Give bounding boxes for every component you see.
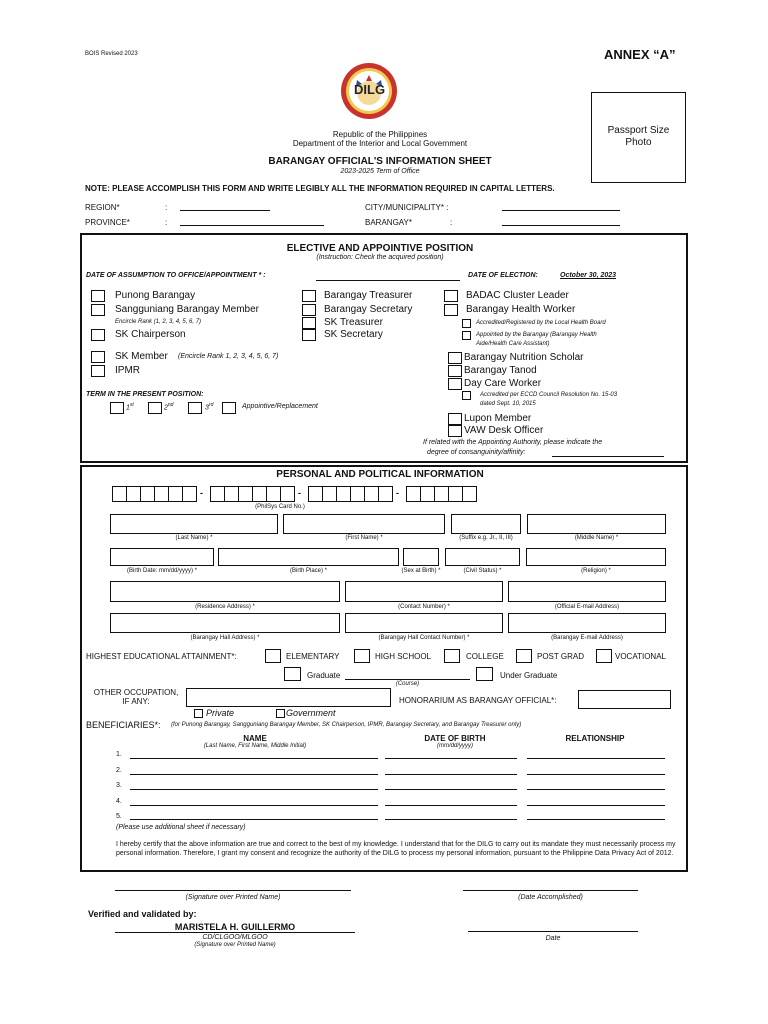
daycare-checkbox[interactable]: [448, 378, 462, 390]
graduate-label: Graduate: [307, 671, 341, 680]
religion-label: (Religion) *: [581, 568, 611, 574]
treasurer-label: Barangay Treasurer: [324, 290, 413, 301]
hall-address-label: (Barangay Hall Address) *: [190, 635, 260, 641]
middle-name-label: (Middle Name) *: [574, 535, 619, 541]
beneficiary-5-rel[interactable]: [527, 819, 665, 820]
col-name-sub: (Last Name, First Name, Middle Initial): [203, 743, 307, 749]
tanod-label: Barangay Tanod: [464, 365, 537, 376]
other-occupation-label-1: OTHER OCCUPATION,: [93, 688, 179, 697]
beneficiary-2-rel[interactable]: [527, 774, 665, 775]
private-checkbox[interactable]: [194, 709, 203, 718]
col-dob-sub: (mm/dd/yyyy): [437, 743, 473, 749]
term-2nd-label: 2nd: [164, 402, 174, 412]
republic-label: Republic of the Philippines: [332, 130, 428, 139]
accredited-health-checkbox[interactable]: [462, 319, 471, 328]
brgy-email-label: (Barangay E-mail Address): [551, 635, 623, 641]
health-worker-label: Barangay Health Worker: [466, 304, 576, 315]
beneficiary-1-dob[interactable]: [385, 758, 517, 759]
beneficiary-row-number: 5.: [116, 813, 122, 820]
undergraduate-label: Under Graduate: [500, 671, 558, 680]
beneficiary-4-rel[interactable]: [527, 805, 665, 806]
philsys-label: (PhilSys Card No.): [255, 504, 305, 510]
birth-place-label: (Birth Place) *: [289, 568, 327, 574]
term-3rd-checkbox[interactable]: [188, 402, 202, 414]
ipmr-checkbox[interactable]: [91, 365, 105, 377]
appointed-health-label-2: Aide/Health Care Assistant): [476, 341, 550, 347]
other-occupation-field[interactable]: [186, 688, 391, 707]
barangay-field[interactable]: [502, 225, 620, 226]
nutrition-label: Barangay Nutrition Scholar: [464, 352, 584, 363]
philsys-dash-3: -: [396, 488, 399, 498]
appointive-label: Appointive/Replacement: [242, 403, 318, 410]
beneficiaries-note: (for Punong Barangay, Sangguniang Barangay Member, SK Chairperson, IPMR, Barangay Secretary, and Barangay Treasurer only): [171, 722, 522, 728]
philsys-dash-1: -: [200, 488, 203, 498]
civil-status-field[interactable]: [445, 548, 520, 566]
region-label: REGION*: [85, 203, 120, 212]
edu-college-checkbox[interactable]: [444, 649, 460, 663]
sex-label: (Sex at Birth) *: [401, 568, 441, 574]
sk-member-checkbox[interactable]: [91, 351, 105, 363]
col-name-header: NAME: [243, 734, 267, 743]
photo-label-2: Photo: [625, 137, 652, 148]
punong-barangay-checkbox[interactable]: [91, 290, 105, 302]
government-checkbox[interactable]: [276, 709, 285, 718]
eccd-label-2: dated Sept. 10, 2015: [480, 401, 536, 407]
graduate-checkbox[interactable]: [284, 667, 301, 681]
lupon-checkbox[interactable]: [448, 413, 462, 425]
education-label: HIGHEST EDUCATIONAL ATTAINMENT*:: [86, 652, 237, 661]
col-rel-header: RELATIONSHIP: [565, 734, 625, 743]
beneficiary-row-number: 1.: [116, 751, 122, 758]
beneficiary-5-dob[interactable]: [385, 819, 517, 820]
beneficiary-1-rel[interactable]: [527, 758, 665, 759]
consanguinity-field[interactable]: [552, 456, 664, 457]
honorarium-label: HONORARIUM AS BARANGAY OFFICIAL*:: [399, 696, 557, 705]
position-title: ELECTIVE AND APPOINTIVE POSITION: [286, 243, 474, 254]
barangay-label: BARANGAY*: [365, 218, 412, 227]
accredited-health-label: Accredited/Registered by the Local Health Board: [476, 320, 606, 326]
hall-contact-field[interactable]: [345, 613, 503, 633]
officer-name: MARISTELA H. GUILLERMO: [174, 922, 296, 932]
vaw-checkbox[interactable]: [448, 425, 462, 437]
edu-elementary-label: ELEMENTARY: [286, 652, 340, 661]
sangguniang-label: Sangguniang Barangay Member: [115, 304, 259, 315]
vaw-label: VAW Desk Officer: [464, 425, 544, 436]
beneficiary-2-name[interactable]: [130, 774, 378, 775]
badac-checkbox[interactable]: [444, 290, 458, 302]
beneficiary-4-name[interactable]: [130, 805, 378, 806]
photo-label-1: Passport Size: [607, 125, 670, 136]
date-election-value: October 30, 2023: [560, 272, 617, 279]
department-label: Department of the Interior and Local Government: [292, 139, 468, 148]
term-2nd-checkbox[interactable]: [148, 402, 162, 414]
logo-text: DILG: [354, 82, 386, 97]
verified-label: Verified and validated by:: [88, 909, 197, 919]
sk-treasurer-checkbox[interactable]: [302, 317, 316, 329]
edu-college-label: COLLEGE: [466, 652, 504, 661]
course-label: (Course): [395, 681, 420, 687]
ipmr-label: IPMR: [115, 365, 140, 376]
eccd-checkbox[interactable]: [462, 391, 471, 400]
residence-label: (Residence Address) *: [195, 604, 255, 610]
term-1st-label: 1st: [126, 402, 134, 412]
edu-vocational-checkbox[interactable]: [596, 649, 612, 663]
sk-chairperson-checkbox[interactable]: [91, 329, 105, 341]
edu-postgrad-checkbox[interactable]: [516, 649, 532, 663]
form-title: BARANGAY OFFICIAL'S INFORMATION SHEET: [268, 156, 492, 167]
signature-label: (Signature over Printed Name): [185, 894, 281, 901]
badac-label: BADAC Cluster Leader: [466, 290, 569, 301]
encircle-rank-2: (Encircle Rank 1, 2, 3, 4, 5, 6, 7): [178, 353, 279, 360]
annex-label: ANNEX “A”: [604, 47, 676, 62]
private-label: Private: [206, 708, 235, 718]
nutrition-checkbox[interactable]: [448, 352, 462, 364]
signature-line[interactable]: [115, 890, 351, 891]
first-name-field[interactable]: [283, 514, 445, 534]
related-note-2: degree of consanguinity/affinity:: [427, 449, 526, 456]
appointed-health-label-1: Appointed by the Barangay (Barangay Health: [476, 332, 597, 338]
last-name-label: (Last Name) *: [175, 535, 213, 541]
date-election-label: DATE OF ELECTION:: [468, 272, 538, 279]
personal-title: PERSONAL AND POLITICAL INFORMATION: [276, 469, 484, 480]
philsys-dash-2: -: [298, 488, 301, 498]
certification-text: I hereby certify that the above information are true and correct to the best of my knowledge. I understand that for the DILG to carry out its mandate they must necessarily process my personal information. Therefore, I grant my consent and recognize the authority of the DILG to process my personal information, pursuant to the Philippine Data Privacy Act of 2012.: [116, 841, 676, 857]
encircle-rank-1: Encircle Rank (1, 2, 3, 4, 5, 6, 7): [115, 319, 202, 325]
sangguniang-checkbox[interactable]: [91, 304, 105, 316]
hall-contact-label: (Barangay Hall Contact Number) *: [378, 635, 470, 641]
email-label: (Official E-mail Address): [554, 604, 620, 610]
date-assumption-label: DATE OF ASSUMPTION TO OFFICE/APPOINTMENT * :: [86, 272, 266, 279]
suffix-label: (Suffix e.g. Jr., II, III): [459, 535, 513, 541]
sk-secretary-checkbox[interactable]: [302, 329, 316, 341]
beneficiary-3-name[interactable]: [130, 789, 378, 790]
related-note-1: If related with the Appointing Authority, please indicate the: [423, 439, 603, 446]
appointed-health-checkbox[interactable]: [462, 331, 471, 340]
position-instruction: (Instruction: Check the acquired position): [316, 254, 444, 261]
daycare-label: Day Care Worker: [464, 378, 542, 389]
beneficiaries-label: BENEFICIARIES*:: [86, 720, 161, 730]
col-dob-header: DATE OF BIRTH: [424, 734, 486, 743]
beneficiary-5-name[interactable]: [130, 819, 378, 820]
beneficiary-row-number: 4.: [116, 798, 122, 805]
beneficiary-3-rel[interactable]: [527, 789, 665, 790]
brgy-email-field[interactable]: [508, 613, 666, 633]
city-label: CITY/MUNICIPALITY* :: [365, 203, 449, 212]
email-field[interactable]: [508, 581, 666, 602]
suffix-field[interactable]: [451, 514, 521, 534]
term-of-office: 2023-2025 Term of Office: [340, 168, 420, 175]
birth-date-label: (Birth Date: mm/dd/yyyy) *: [126, 568, 197, 574]
edu-postgrad-label: POST GRAD: [537, 652, 584, 661]
term-3rd-label: 3rd: [205, 402, 214, 412]
date-accomplished-label: (Date Accomplished): [518, 894, 583, 901]
province-field[interactable]: [180, 225, 324, 226]
beneficiary-row-number: 2.: [116, 767, 122, 774]
revision-label: BOIS Revised 2023: [85, 51, 138, 57]
additional-sheet-note: (Please use additional sheet if necessary): [116, 824, 246, 831]
birth-date-field[interactable]: [110, 548, 214, 566]
hall-address-field[interactable]: [110, 613, 340, 633]
punong-barangay-label: Punong Barangay: [115, 290, 196, 301]
term-1st-checkbox[interactable]: [110, 402, 124, 414]
beneficiary-4-dob[interactable]: [385, 805, 517, 806]
contact-number-field[interactable]: [345, 581, 503, 602]
last-name-field[interactable]: [110, 514, 278, 534]
undergraduate-checkbox[interactable]: [476, 667, 493, 681]
term-label: TERM IN THE PRESENT POSITION:: [86, 391, 204, 398]
sk-member-label: SK Member: [115, 351, 168, 362]
sk-treasurer-label: SK Treasurer: [324, 317, 383, 328]
sk-secretary-label: SK Secretary: [324, 329, 383, 340]
dilg-logo: [340, 62, 398, 120]
edu-highschool-label: HIGH SCHOOL: [375, 652, 432, 661]
date-assumption-field[interactable]: [316, 280, 460, 281]
province-label: PROVINCE*: [85, 218, 130, 227]
sk-chairperson-label: SK Chairperson: [115, 329, 186, 340]
first-name-label: (First Name) *: [345, 535, 383, 541]
province-colon: :: [165, 218, 168, 227]
lupon-label: Lupon Member: [464, 413, 532, 424]
religion-field[interactable]: [526, 548, 666, 566]
beneficiary-1-name[interactable]: [130, 758, 378, 759]
residence-field[interactable]: [110, 581, 340, 602]
region-field[interactable]: [180, 210, 270, 211]
secretary-checkbox[interactable]: [302, 304, 316, 316]
sex-field[interactable]: [403, 548, 439, 566]
tanod-checkbox[interactable]: [448, 365, 462, 377]
philsys-card-number[interactable]: [112, 486, 484, 502]
date-line[interactable]: [468, 931, 638, 932]
honorarium-field[interactable]: [578, 690, 671, 709]
capital-letters-note: NOTE: PLEASE ACCOMPLISH THIS FORM AND WRITE LEGIBLY ALL THE INFORMATION REQUIRED IN CAPITAL LETTERS.: [85, 184, 555, 193]
contact-number-label: (Contact Number) *: [398, 604, 450, 610]
barangay-colon: :: [450, 218, 453, 227]
date-accomplished-line[interactable]: [463, 890, 638, 891]
photo-box[interactable]: [591, 92, 686, 183]
position-section: [80, 233, 688, 463]
officer-signature-label: (Signature over Printed Name): [194, 942, 276, 948]
date-label: Date: [545, 935, 561, 942]
health-worker-checkbox[interactable]: [444, 304, 458, 316]
middle-name-field[interactable]: [527, 514, 666, 534]
birth-place-field[interactable]: [218, 548, 399, 566]
civil-status-label: (Civil Status) *: [463, 568, 502, 574]
course-field[interactable]: [345, 679, 470, 680]
edu-vocational-label: VOCATIONAL: [615, 652, 666, 661]
appointive-checkbox[interactable]: [222, 402, 236, 414]
other-occupation-label-2: IF ANY:: [122, 697, 150, 706]
city-field[interactable]: [502, 210, 620, 211]
edu-highschool-checkbox[interactable]: [354, 649, 370, 663]
beneficiary-2-dob[interactable]: [385, 774, 517, 775]
edu-elementary-checkbox[interactable]: [265, 649, 281, 663]
eccd-label-1: Accredited per ECCD Council Resolution No. 15-03: [480, 392, 618, 398]
officer-signature-line[interactable]: [115, 932, 355, 933]
officer-title: CD/CLGOO/MLGOO: [202, 934, 268, 941]
treasurer-checkbox[interactable]: [302, 290, 316, 302]
beneficiary-3-dob[interactable]: [385, 789, 517, 790]
beneficiary-row-number: 3.: [116, 782, 122, 789]
secretary-label: Barangay Secretary: [324, 304, 413, 315]
region-colon: :: [165, 203, 168, 212]
government-label: Government: [286, 708, 336, 718]
